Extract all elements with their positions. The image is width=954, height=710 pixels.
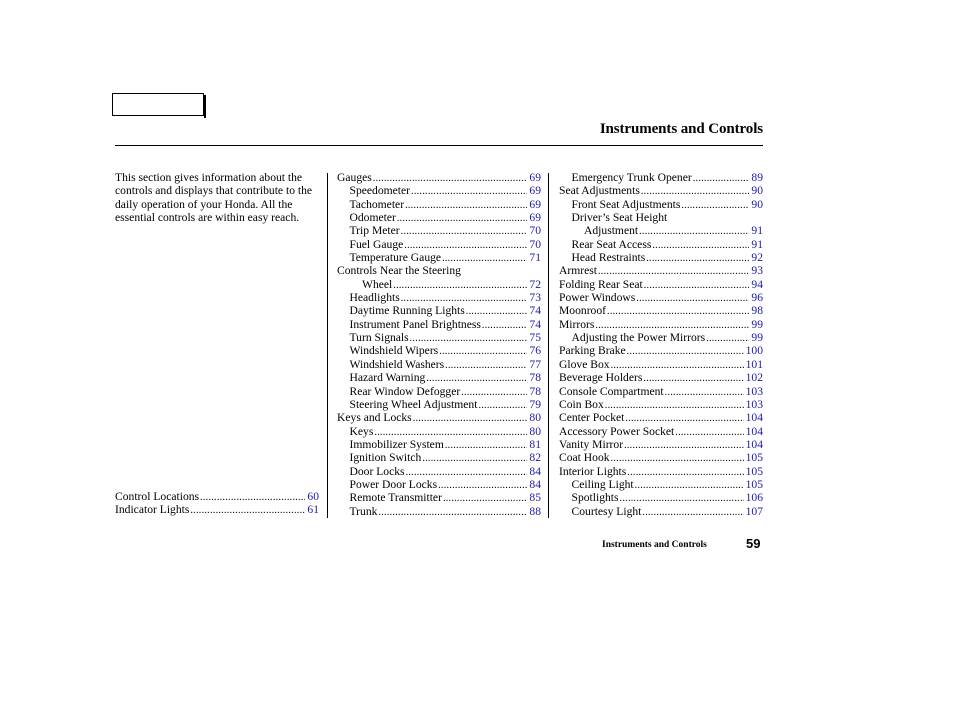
toc-entry-label: Ceiling Light xyxy=(571,477,634,491)
toc-entry-label: Immobilizer System xyxy=(349,437,444,451)
toc-entry-label: Accessory Power Socket xyxy=(559,424,675,438)
toc-entry[interactable] xyxy=(337,491,541,504)
toc-entry-label: Remote Transmitter xyxy=(349,491,442,505)
dot-leader xyxy=(611,452,744,465)
toc-page-link[interactable]: 74 xyxy=(529,317,541,331)
toc-entry[interactable] xyxy=(559,491,763,504)
toc-entry-label: Console Compartment xyxy=(559,384,664,398)
toc-entry[interactable] xyxy=(337,304,541,317)
toc-page-link[interactable]: 103 xyxy=(745,397,763,411)
dot-leader xyxy=(605,399,744,412)
toc-page-link[interactable]: 88 xyxy=(529,504,541,518)
toc-page-link[interactable]: 104 xyxy=(745,437,763,451)
toc-entry[interactable] xyxy=(337,331,541,344)
toc-entry-label: Door Locks xyxy=(349,464,405,478)
toc-entry-label: Tachometer xyxy=(349,197,405,211)
toc-page-link[interactable]: 80 xyxy=(529,424,541,438)
toc-page-link[interactable]: 69 xyxy=(529,171,541,184)
toc-entry-label: Odometer xyxy=(349,211,396,225)
dot-leader xyxy=(644,279,750,292)
toc-page-link[interactable]: 84 xyxy=(529,464,541,478)
toc-entry[interactable] xyxy=(559,425,763,438)
toc-page-link[interactable]: 84 xyxy=(529,477,541,491)
toc-page-link[interactable]: 81 xyxy=(529,437,541,451)
toc-entry[interactable] xyxy=(337,211,541,224)
toc-page-link[interactable]: 61 xyxy=(307,503,319,517)
dot-leader xyxy=(482,319,528,332)
toc-entry-label: Trunk xyxy=(349,504,378,518)
page-number: 59 xyxy=(746,536,761,551)
toc-entry[interactable] xyxy=(559,264,763,277)
toc-entry-label: Interior Lights xyxy=(559,464,627,478)
toc-entry-label: Driver’s Seat Height xyxy=(571,211,668,225)
toc-column-3 xyxy=(559,171,763,518)
dot-leader xyxy=(406,466,528,479)
toc-entry[interactable] xyxy=(337,451,541,464)
toc-page-link[interactable]: 91 xyxy=(751,224,763,238)
dot-leader xyxy=(190,504,305,517)
toc-entry-label: Courtesy Light xyxy=(571,504,642,518)
toc-page-link[interactable]: 99 xyxy=(751,317,763,331)
toc-entry xyxy=(559,211,763,224)
toc-entry[interactable] xyxy=(559,304,763,317)
toc-entry[interactable] xyxy=(337,318,541,331)
toc-entry[interactable] xyxy=(559,344,763,357)
toc-entry[interactable] xyxy=(337,198,541,211)
dot-leader xyxy=(445,359,527,372)
toc-entry-label: Rear Seat Access xyxy=(571,237,652,251)
dot-leader xyxy=(445,439,528,452)
toc-entry-label: Windshield Wipers xyxy=(349,344,439,358)
toc-entry-label: Head Restraints xyxy=(571,251,646,265)
toc-entry[interactable] xyxy=(559,318,763,331)
dot-leader xyxy=(397,212,528,225)
toc-entry[interactable] xyxy=(559,224,763,237)
toc-page-link[interactable]: 69 xyxy=(529,211,541,225)
toc-entry-label: Hazard Warning xyxy=(349,371,426,385)
dot-leader xyxy=(478,399,527,412)
toc-entry[interactable] xyxy=(337,224,541,237)
dot-leader xyxy=(466,305,528,318)
toc-entry[interactable] xyxy=(337,398,541,411)
toc-page-link[interactable]: 104 xyxy=(745,424,763,438)
toc-page-link[interactable]: 82 xyxy=(529,451,541,465)
toc-page-link[interactable]: 103 xyxy=(745,384,763,398)
dot-leader xyxy=(706,332,749,345)
toc-page-link[interactable]: 98 xyxy=(751,304,763,318)
toc-entry[interactable] xyxy=(337,385,541,398)
toc-page-link[interactable]: 60 xyxy=(307,490,319,503)
toc-entry[interactable] xyxy=(559,358,763,371)
toc-page-link[interactable]: 78 xyxy=(529,371,541,385)
toc-entry-label: Rear Window Defogger xyxy=(349,384,461,398)
toc-entry[interactable] xyxy=(337,478,541,491)
title-divider xyxy=(115,145,763,146)
dot-leader xyxy=(636,292,749,305)
toc-entry-label: Temperature Gauge xyxy=(349,251,442,265)
toc-entry-label: Coat Hook xyxy=(559,451,610,465)
dot-leader xyxy=(652,239,749,252)
toc-entry-label: Ignition Switch xyxy=(349,451,422,465)
toc-page-link[interactable]: 90 xyxy=(751,184,763,198)
toc-entry[interactable] xyxy=(337,251,541,264)
dot-leader xyxy=(627,345,744,358)
dot-leader xyxy=(439,345,527,358)
toc-page-link[interactable]: 105 xyxy=(745,477,763,491)
toc-entry-label: Front Seat Adjustments xyxy=(571,197,681,211)
toc-entry-label: Beverage Holders xyxy=(559,371,643,385)
dot-leader xyxy=(598,265,749,278)
dot-leader xyxy=(646,252,749,265)
dot-leader xyxy=(595,319,749,332)
dot-leader xyxy=(627,466,743,479)
toc-entry[interactable] xyxy=(559,198,763,211)
toc-entry[interactable] xyxy=(559,251,763,264)
toc-entry-label: Turn Signals xyxy=(349,331,409,345)
dot-leader xyxy=(665,386,744,399)
section-tab-box xyxy=(112,93,204,116)
toc-entry[interactable] xyxy=(559,385,763,398)
dot-leader xyxy=(401,292,528,305)
toc-entry[interactable] xyxy=(337,171,541,184)
toc-page-link[interactable]: 91 xyxy=(751,237,763,251)
toc-entry[interactable] xyxy=(337,411,541,424)
toc-entry-label: Instrument Panel Brightness xyxy=(349,317,481,331)
toc-entry-label: Power Door Locks xyxy=(349,477,438,491)
toc-entry[interactable] xyxy=(337,238,541,251)
toc-page-link[interactable]: 104 xyxy=(745,411,763,425)
toc-column-2 xyxy=(337,171,541,518)
toc-entry[interactable] xyxy=(559,171,763,184)
dot-leader xyxy=(611,359,744,372)
toc-page-link[interactable]: 77 xyxy=(529,357,541,371)
toc-entry-label: Gauges xyxy=(337,171,372,184)
toc-entry[interactable] xyxy=(337,358,541,371)
dot-leader xyxy=(635,479,744,492)
toc-entry[interactable] xyxy=(559,438,763,451)
toc-entry-label: Folding Rear Seat xyxy=(559,277,643,291)
toc-entry-label: Parking Brake xyxy=(559,344,626,358)
toc-entry-label: Indicator Lights xyxy=(115,503,190,517)
toc-entry-label: Keys xyxy=(349,424,374,438)
toc-page-link[interactable]: 92 xyxy=(751,251,763,265)
toc-entry[interactable] xyxy=(559,278,763,291)
toc-page-link[interactable]: 105 xyxy=(745,451,763,465)
toc-page-link[interactable]: 70 xyxy=(529,237,541,251)
toc-entry[interactable] xyxy=(559,331,763,344)
toc-entry[interactable] xyxy=(559,478,763,491)
dot-leader xyxy=(641,185,750,198)
toc-entry[interactable] xyxy=(559,291,763,304)
toc-entry xyxy=(337,264,541,277)
toc-entry[interactable] xyxy=(337,278,541,291)
toc-entry-label: Coin Box xyxy=(559,397,604,411)
toc-column-1 xyxy=(115,490,319,517)
intro-paragraph: This section gives information about the controls and displays that contribute to the daily operation of your Honda. All the essential controls are within easy reach. xyxy=(115,171,313,225)
dot-leader xyxy=(378,506,527,519)
toc-entry-label: Wheel xyxy=(362,277,393,291)
toc-page-link[interactable]: 100 xyxy=(745,344,763,358)
toc-entry-label: Center Pocket xyxy=(559,411,625,425)
dot-leader xyxy=(426,372,527,385)
toc-entry-label: Speedometer xyxy=(349,184,411,198)
toc-page-link[interactable]: 70 xyxy=(529,224,541,238)
dot-leader xyxy=(693,172,750,185)
toc-entry[interactable] xyxy=(337,438,541,451)
toc-page-link[interactable]: 71 xyxy=(529,251,541,265)
toc-entry-label: Fuel Gauge xyxy=(349,237,404,251)
toc-entry-label: Adjusting the Power Mirrors xyxy=(571,331,706,345)
toc-entry-label: Steering Wheel Adjustment xyxy=(349,397,478,411)
toc-entry[interactable] xyxy=(559,451,763,464)
toc-page-link[interactable]: 105 xyxy=(745,464,763,478)
toc-entry[interactable] xyxy=(115,503,319,516)
dot-leader xyxy=(624,439,744,452)
dot-leader xyxy=(675,426,743,439)
toc-entry[interactable] xyxy=(337,505,541,518)
dot-leader xyxy=(413,412,528,425)
toc-page-link[interactable]: 106 xyxy=(745,491,763,505)
dot-leader xyxy=(200,491,305,504)
toc-entry-label: Windshield Washers xyxy=(349,357,445,371)
toc-entry[interactable] xyxy=(559,465,763,478)
dot-leader xyxy=(411,185,527,198)
page-title: Instruments and Controls xyxy=(599,121,763,137)
toc-entry[interactable] xyxy=(559,184,763,197)
toc-page-link[interactable]: 69 xyxy=(529,197,541,211)
toc-page-link[interactable]: 74 xyxy=(529,304,541,318)
toc-entry-label: Trip Meter xyxy=(349,224,400,238)
toc-entry-label: Mirrors xyxy=(559,317,595,331)
column-divider xyxy=(548,173,549,518)
toc-entry-label: Daytime Running Lights xyxy=(349,304,465,318)
toc-page-link[interactable]: 78 xyxy=(529,384,541,398)
toc-entry[interactable] xyxy=(559,398,763,411)
footer-section-label: Instruments and Controls xyxy=(602,540,707,550)
dot-leader xyxy=(681,199,749,212)
dot-leader xyxy=(443,492,527,505)
dot-leader xyxy=(639,225,749,238)
toc-entry[interactable] xyxy=(337,425,541,438)
toc-entry-label: Glove Box xyxy=(559,357,610,371)
toc-page-link[interactable]: 102 xyxy=(745,371,763,385)
dot-leader xyxy=(404,239,527,252)
toc-entry-label: Power Windows xyxy=(559,291,636,305)
toc-page-link[interactable]: 80 xyxy=(529,411,541,425)
toc-page-link[interactable]: 72 xyxy=(529,277,541,291)
toc-page-link[interactable]: 89 xyxy=(751,171,763,184)
dot-leader xyxy=(410,332,528,345)
dot-leader xyxy=(438,479,527,492)
dot-leader xyxy=(442,252,527,265)
dot-leader xyxy=(422,452,527,465)
dot-leader xyxy=(625,412,743,425)
toc-entry[interactable] xyxy=(337,184,541,197)
dot-leader xyxy=(374,426,527,439)
toc-page-link[interactable]: 96 xyxy=(751,291,763,305)
dot-leader xyxy=(405,199,527,212)
toc-entry[interactable] xyxy=(115,490,319,503)
toc-page-link[interactable]: 94 xyxy=(751,277,763,291)
column-divider xyxy=(327,173,328,518)
toc-page-link[interactable]: 101 xyxy=(745,357,763,371)
dot-leader xyxy=(642,506,743,519)
toc-page-link[interactable]: 99 xyxy=(751,331,763,345)
toc-entry[interactable] xyxy=(559,411,763,424)
dot-leader xyxy=(461,386,527,399)
toc-entry-label: Emergency Trunk Opener xyxy=(571,171,692,184)
toc-page-link[interactable]: 90 xyxy=(751,197,763,211)
toc-entry[interactable] xyxy=(337,371,541,384)
dot-leader xyxy=(607,305,749,318)
toc-entry-label: Adjustment xyxy=(584,224,639,238)
toc-page-link[interactable]: 93 xyxy=(751,264,763,278)
toc-entry-label: Seat Adjustments xyxy=(559,184,640,198)
toc-entry-label: Vanity Mirror xyxy=(559,437,624,451)
toc-entry-label: Moonroof xyxy=(559,304,607,318)
toc-page-link[interactable]: 73 xyxy=(529,291,541,305)
toc-entry-label: Headlights xyxy=(349,291,400,305)
toc-entry-label: Control Locations xyxy=(115,490,200,503)
toc-entry[interactable] xyxy=(559,505,763,518)
dot-leader xyxy=(620,492,744,505)
toc-page-link[interactable]: 75 xyxy=(529,331,541,345)
toc-page-link[interactable]: 107 xyxy=(745,504,763,518)
toc-entry[interactable] xyxy=(337,344,541,357)
toc-page-link[interactable]: 76 xyxy=(529,344,541,358)
toc-page-link[interactable]: 69 xyxy=(529,184,541,198)
toc-entry[interactable] xyxy=(559,238,763,251)
toc-entry-label: Spotlights xyxy=(571,491,619,505)
dot-leader xyxy=(401,225,528,238)
toc-page-link[interactable]: 79 xyxy=(529,397,541,411)
toc-entry-label: Armrest xyxy=(559,264,597,278)
toc-entry-label: Controls Near the Steering xyxy=(337,264,461,278)
dot-leader xyxy=(393,279,527,292)
toc-entry[interactable] xyxy=(559,371,763,384)
toc-page-link[interactable]: 85 xyxy=(529,491,541,505)
dot-leader xyxy=(373,172,528,185)
dot-leader xyxy=(643,372,743,385)
toc-entry[interactable] xyxy=(337,291,541,304)
toc-entry[interactable] xyxy=(337,465,541,478)
toc-entry-label: Keys and Locks xyxy=(337,411,412,425)
